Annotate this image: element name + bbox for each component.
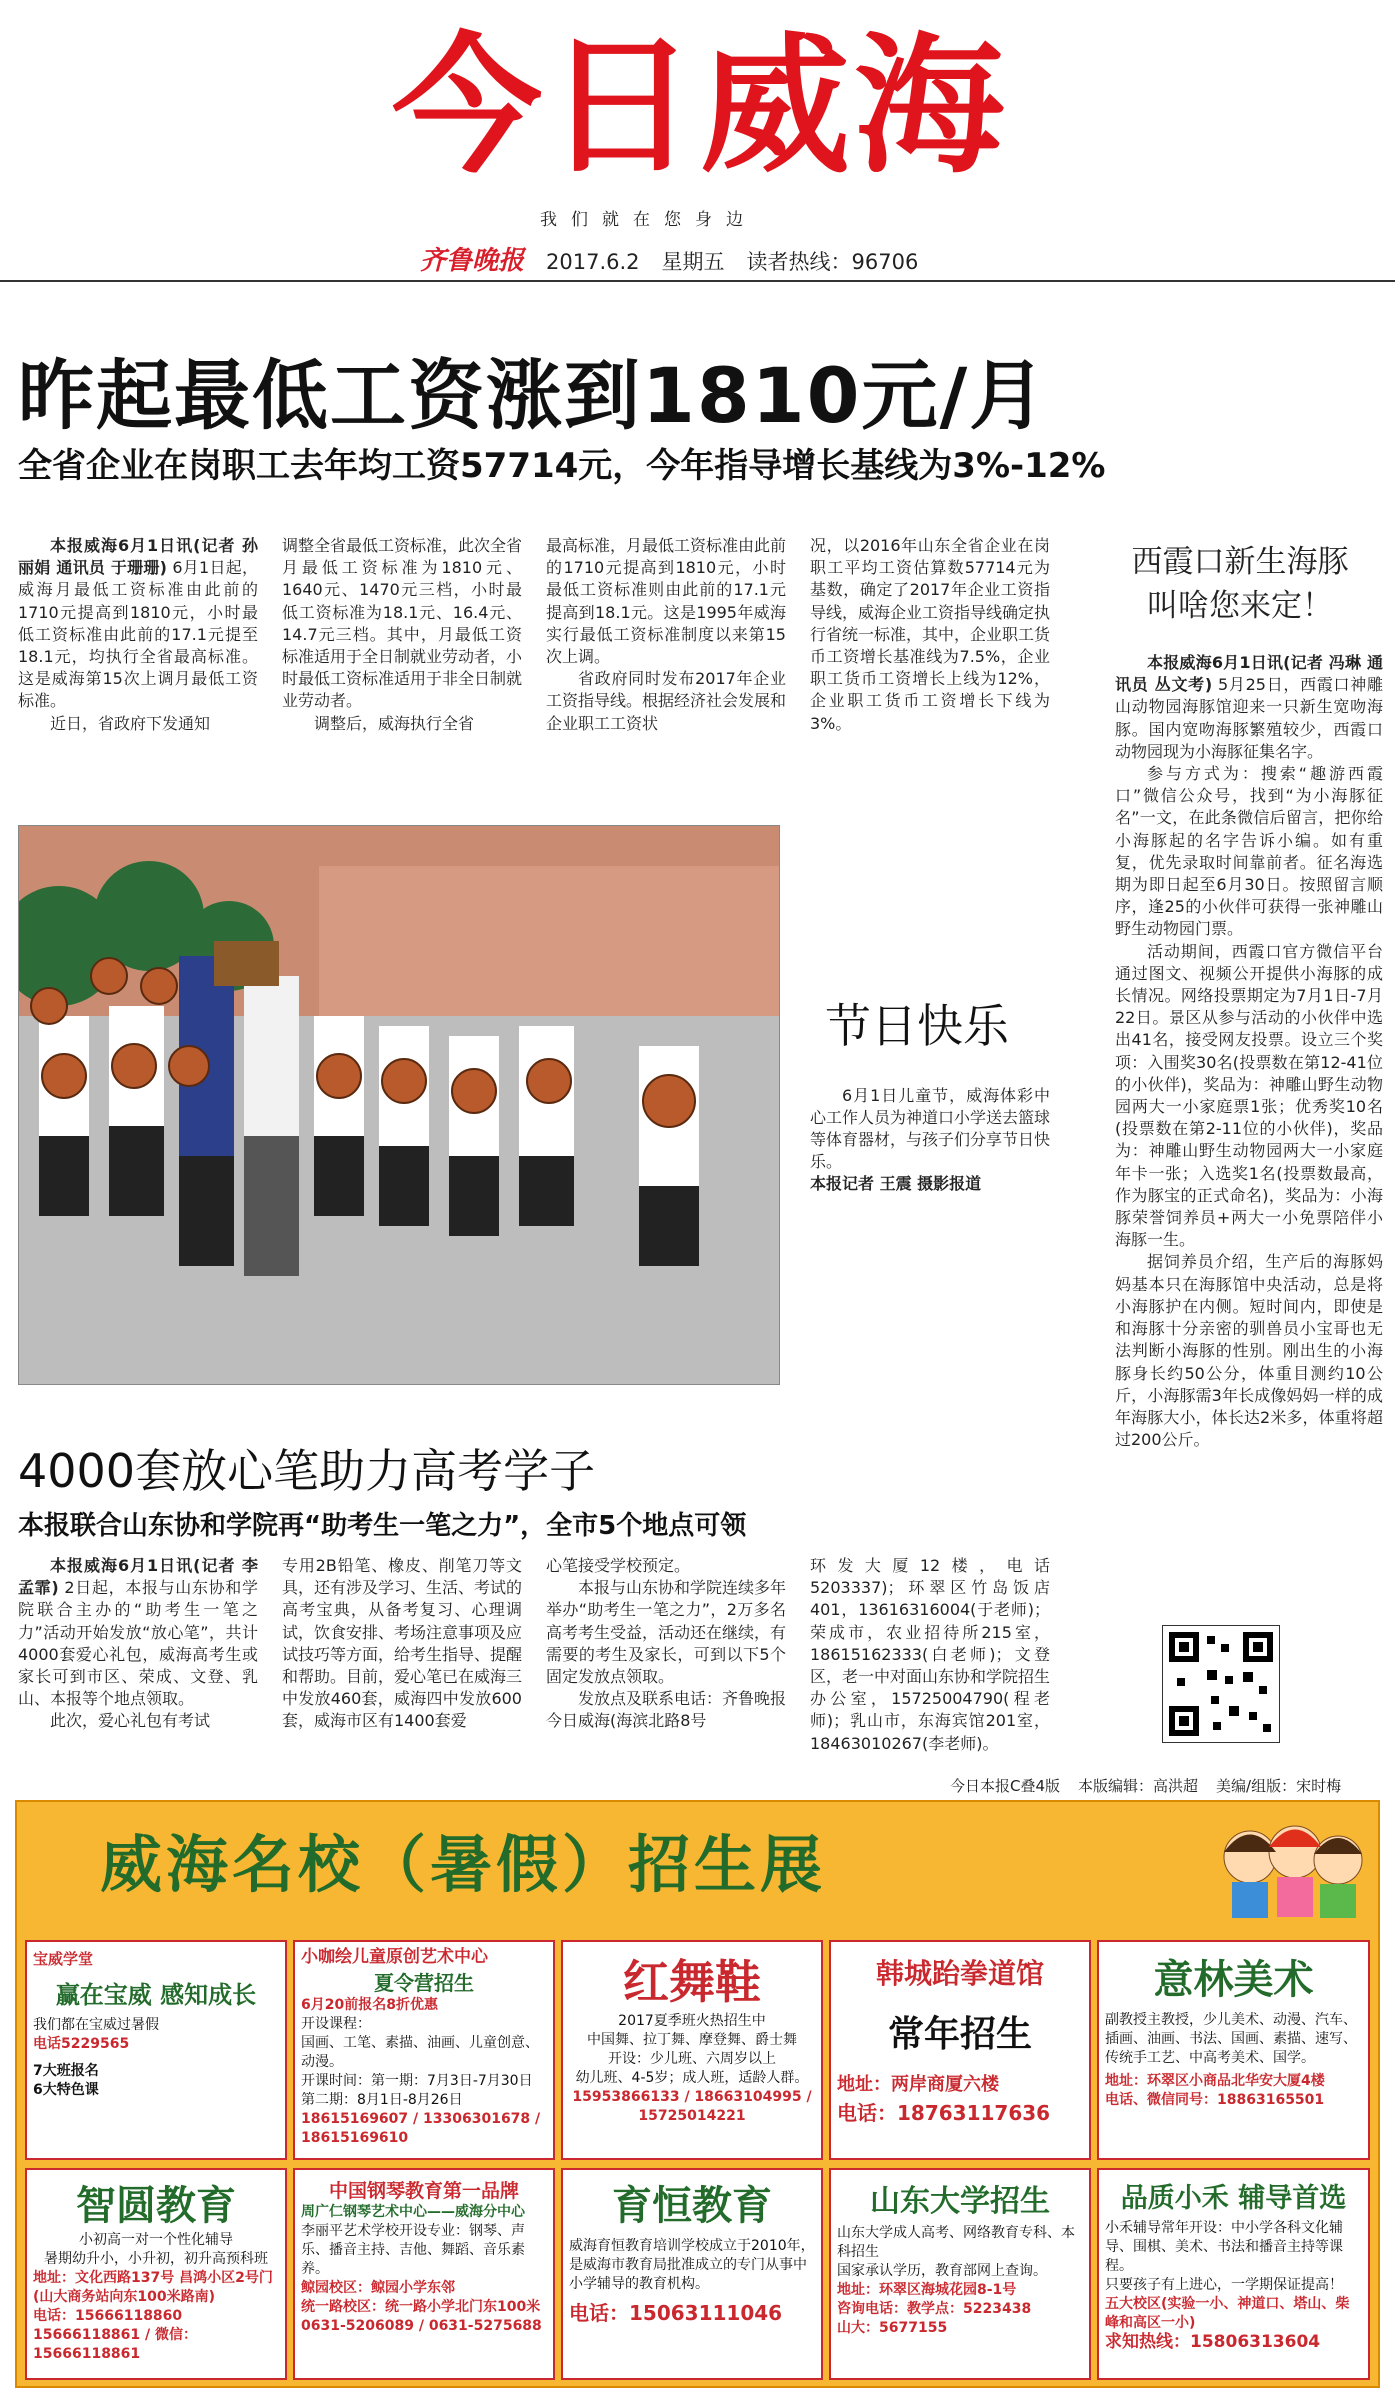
ad-yilin-art[interactable]: 意林美术 副教授主教授，少儿美术、动漫、汽车、插画、油画、书法、国画、素描、速写、传统手工艺、中高考美术、国学。 地址：环翠区小商品北华安大厦4楼 电话、微信同号：18863165501 — [1097, 1940, 1370, 2160]
ad-xiaohe[interactable]: 品质小禾 辅导首选 小禾辅导常年开设：中小学各科文化辅导、围棋、美术、书法和播音主持等课程。 只要孩子有上进心，一学期保证提高！ 五大校区(实验一小、神道口、塔山、柴峰和高区一小) 求知热线：15806313604 — [1097, 2168, 1370, 2380]
lead-col-1: 本报威海6月1日讯(记者 孙丽娟 通讯员 于珊珊) 6月1日起，威海月最低工资标准由此前的1710元提高到1810元，小时最低工资标准由此前的17.1元提至18.1元，均执行全省最高标准。这是威海第15次上调月最低工资标准。 近日，省政府下发通知 — [18, 536, 258, 733]
festival-title: 节日快乐 — [825, 999, 1009, 1053]
page-reference: 今日本报C叠4版 — [950, 1777, 1061, 1795]
ad-zhiyuan[interactable]: 智圆教育 小初高一对一个性化辅导 暑期幼升小，小升初，初升高预科班 地址：文化西路137号 昌鸿小区2号门 (山大商务站向东100米路南) 电话：15666118860 15666118861 / 微信：15666118861 — [25, 2168, 287, 2380]
dolphin-title: 西霞口新生海豚 叫啥您来定！ — [1131, 544, 1349, 624]
second-col-2: 专用2B铅笔、橡皮、削笔刀等文具，还有涉及学习、生活、考试的高考宝典，从备考复习、心理调试，饮食安排、考场注意事项及应试技巧等方面，给考生指导、提醒和帮助。目前，爱心笔已在威海三中发放460套，威海四中发放600套，威海市区有1400套爱 — [282, 1556, 523, 1731]
lead-col-2: 调整全省最低工资标准，此次全省月最低工资标准为1810元、1640元、1470元三档，小时最低工资标准为18.1元、16.4元、14.7元三档。其中，月最低工资标准适用于全日制就业劳动者，小时最低工资标准适用于非全日制就业劳动者。 调整后，威海执行全省 — [282, 536, 523, 733]
ad-taekwondo[interactable]: 韩城跆拳道馆 常年招生 地址：两岸商厦六楼 电话：18763117636 — [829, 1940, 1091, 2160]
ad-banner-title: 威海名校（暑假）招生展 — [100, 1828, 827, 1901]
lead-col-4: 况，以2016年山东全省企业在岗职工平均工资估算数57714元为基数，确定了2017年企业工资指导线，威海企业工资指导线确定执行省统一标准，其中，企业职工货币工资增长基准线为7.5%，企业职工货币工资增长上线为12%，企业职工货币工资增长下线为3%。 — [810, 536, 1051, 733]
photo-illustration — [19, 826, 780, 1385]
second-byline: 本报威海6月1日讯(记者 李孟霏) — [18, 1556, 258, 1598]
second-col-3: 心笔接受学校预定。 本报与山东协和学院连续多年举办“助考生一笔之力”，2万多名高考考生受益，活动还在继续，有需要的考生及家长，可到以下5个固定发放点领取。 发放点及联系电话：齐鲁晚报今日威海(海滨北路8号 — [546, 1556, 787, 1731]
kids-illustration — [1210, 1812, 1375, 1922]
news-photo — [18, 825, 780, 1385]
reader-hotline: 读者热线：96706 — [746, 250, 919, 274]
second-subhead: 本报联合山东协和学院再“助考生一笔之力”，全市5个地点可领 — [18, 1511, 747, 1541]
masthead-logo: 今日威海 — [391, 20, 1008, 194]
second-col-1: 本报威海6月1日讯(记者 李孟霏) 2日起，本报与山东协和学院联合主办的“助考生一笔之力”活动开始发放“放心笔”，共计4000套爱心礼包，威海高考生或家长可到市区、荣成、文登、乳山、本报等个地点领取。 此次，爱心礼包有考试 — [18, 1556, 258, 1731]
issue-weekday: 星期五 — [661, 250, 725, 274]
ad-baowei[interactable]: 宝威学堂 赢在宝威 感知成长 我们都在宝威过暑假 电话5229565 7大班报名 6大特色课 — [25, 1940, 287, 2160]
page-footer — [950, 1775, 1341, 1796]
ad-xiaokahui[interactable]: 小咖绘儿童原创艺术中心 夏令营招生 6月20前报名8折优惠 开设课程： 国画、工笔、素描、油画、儿童创意、动漫。 开课时间：第一期：7月3日-7月30日 第二期：8月1日-8月26日 18615169607 / 13306301678 / 18615169610 — [293, 1940, 555, 2160]
qr-code[interactable] — [1162, 1625, 1280, 1743]
qr-code-icon — [1163, 1626, 1279, 1742]
second-col-4: 环发大厦12楼，电话5203337)；环翠区竹岛饭店401，13616316004(于老师)；荣成市，农业招待所215室，18615162333(白老师)；文登区，老一中对面山东协和学院招生办公室，15725004790(程老师)；乳山市，东海宾馆201室，18463010267(李老师)。 — [810, 1556, 1051, 1753]
lead-col-3: 最高标准，月最低工资标准由此前的1710元提高到1810元，小时最低工资标准则由此前的17.1元提高到18.1元。这是1995年威海实行最低工资标准制度以来第15次上调。 省政府同时发布2017年企业工资指导线。根据经济社会发展和企业职工工资状 — [546, 536, 787, 733]
page-design: 美编/组版：宋时梅 — [1216, 1777, 1342, 1795]
issue-date: 2017.6.2 — [546, 250, 640, 274]
ad-hongwuxie[interactable]: 红舞鞋 2017夏季班火热招生中 中国舞、拉丁舞、摩登舞、爵士舞 开设：少儿班、六周岁以上 幼儿班、4-5岁；成人班，适龄人群。 15953866133 / 18663104995 / 15725014221 — [561, 1940, 823, 2160]
lead-headline: 昨起最低工资涨到1810元/月 — [18, 351, 1048, 440]
dateline — [420, 240, 918, 277]
photo-credit: 本报记者 王震 摄影报道 — [810, 1174, 982, 1193]
lead-subhead: 全省企业在岗职工去年均工资57714元，今年指导增长基线为3%-12% — [18, 446, 1106, 486]
ad-shandong-university[interactable]: 山东大学招生 山东大学成人高考、网络教育专科、本科招生 国家承认学历，教育部网上查询。 地址：环翠区海城花园8-1号 咨询电话：教学点：5223438 山大：5677155 — [829, 2168, 1091, 2380]
page-editor: 本版编辑：高洪超 — [1078, 1777, 1199, 1795]
ad-yuheng[interactable]: 育恒教育 威海育恒教育培训学校成立于2010年，是威海市教育局批准成立的专门从事中小学辅导的教育机构。 电话：15063111046 — [561, 2168, 823, 2380]
masthead-tagline: 我们就在您身边 — [540, 210, 757, 230]
lead-byline: 本报威海6月1日讯(记者 孙丽娟 通讯员 于珊珊) — [18, 536, 258, 578]
dolphin-story: 本报威海6月1日讯(记者 冯琳 通讯员 丛文考) 5月25日，西霞口神雕山动物园海豚馆迎来一只新生宽吻海豚。国内宽吻海豚繁殖较少，西霞口动物园现为小海豚征集名字。 参与方式为：搜索“趣游西霞口”微信公众号，找到“为小海豚征名”一文，在此条微信后留言，把你给小海豚起的名字告诉小编。如有重复，优先录取时间靠前者。征名海选期为即日起至6月30日。按照留言顺序，逢25的小伙伴可获得一张神雕山野生动物园门票。 活动期间，西霞口官方微信平台通过图文、视频公开提供小海豚的成长情况。网络投票期定为7月1日-7月22日。景区从参与活动的小伙伴中选出41名，接受网友投票。设立三个奖项：入围奖30名(投票数在第12-41位的小伙伴)，奖品为：神雕山野生动物园两大一小家庭票1张；优秀奖10名(投票数在第2-11位的小伙伴)，奖品为：神雕山野生动物园两大一小家庭年卡一张；入选奖1名(投票数最高，作为豚宝的正式命名)，奖品为：小海豚荣誉饲养员+两大一小免票陪伴小海豚一生。 据饲养员介绍，生产后的海豚妈妈基本只在海豚馆中央活动，总是将小海豚护在内侧。短时间内，即使是和海豚十分亲密的驯兽员小宝哥也无法判断小海豚的性别。刚出生的小海豚身长约50公分，体重目测约10公斤，小海豚需3年长成像妈妈一样的成年海豚大小，体长达2米多，体重将超过200公斤。 — [1115, 653, 1383, 1450]
photo-caption: 6月1日儿童节，威海体彩中心工作人员为神道口小学送去篮球等体育器材，与孩子们分享节日快乐。 本报记者 王震 摄影报道 — [810, 1086, 1051, 1193]
masthead-rule — [0, 280, 1395, 282]
ad-piano[interactable]: 中国钢琴教育第一品牌 周广仁钢琴艺术中心——威海分中心 李丽平艺术学校开设专业：钢琴、声乐、播音主持、吉他、舞蹈、音乐素养。 鲸园校区：鲸园小学东邻 统一路校区：统一路小学北门东100米 0631-5206089 / 0631-5275688 — [293, 2168, 555, 2380]
dolphin-byline: 本报威海6月1日讯(记者 冯琳 通讯员 丛文考) — [1115, 653, 1383, 695]
second-headline: 4000套放心笔助力高考学子 — [18, 1444, 596, 1498]
paper-name: 齐鲁晚报 — [420, 246, 525, 276]
